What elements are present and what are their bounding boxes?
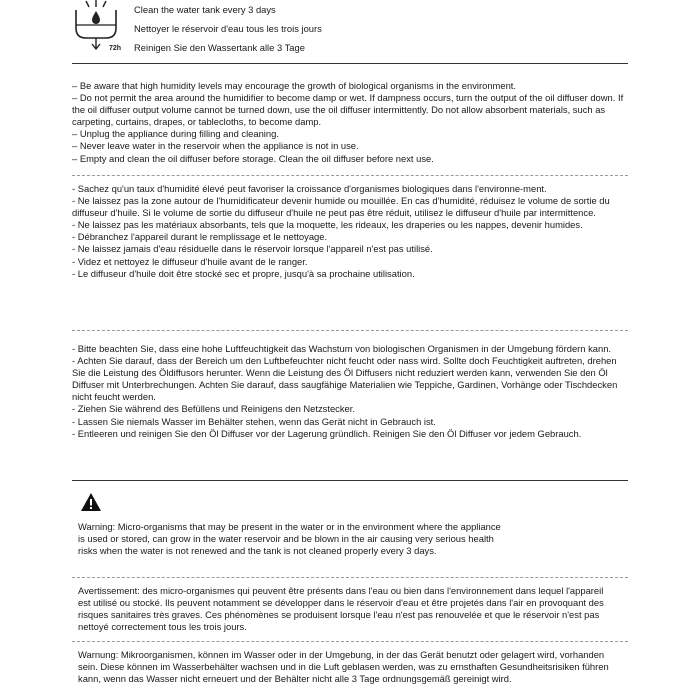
tank-line-de: Reinigen Sie den Wassertank alle 3 Tage bbox=[134, 42, 305, 53]
fr-item: - Ne laissez jamais d'eau résiduelle dans le réservoir lorsque l'appareil n'est pas utilisé. bbox=[72, 243, 433, 255]
fr-item: - Débranchez l'appareil durant le remplissage et le nettoyage. bbox=[72, 231, 328, 243]
manual-page bbox=[72, 0, 628, 685]
tank-badge: 72h bbox=[109, 45, 122, 52]
section-german bbox=[72, 343, 628, 440]
fr-item: - Videz et nettoyez le diffuseur d'huile avant de le ranger. bbox=[72, 255, 308, 267]
warning-english: Warning: Micro-organisms that may be present in the water or in the environment where the appliance is used or stored, can grow in the water reservoir and be blown in the air causing very serious health risks when the water is not renewed and the tank is not cleaned properly every 3 days. bbox=[78, 521, 501, 557]
tank-line-en: Clean the water tank every 3 days bbox=[134, 4, 276, 15]
fr-item: - Le diffuseur d'huile doit être stocké sec et propre, jusqu'à sa prochaine utilisation. bbox=[72, 267, 415, 279]
section-english bbox=[72, 80, 628, 165]
fr-item: - Ne laissez pas les matériaux absorbants, tels que la moquette, les rideaux, les draperies ou les nappes, devenir humides. bbox=[72, 219, 583, 231]
fr-item: - Ne laissez pas la zone autour de l'humidificateur devenir humide ou mouillée. En cas d'humidité, réduisez le volume de sortie du diffuseur d'huile. Si le volume de sortie du diffuseur d'huile ne peut pas être réduit, utilisez le diffuseur d'huile par intermittence. bbox=[72, 195, 610, 219]
tank-notice bbox=[72, 0, 628, 60]
divider bbox=[72, 577, 628, 578]
water-tank-clean-icon bbox=[72, 0, 126, 54]
warning-french: Avertissement: des micro-organismes qui peuvent être présents dans l'eau ou bien dans l'environnement dans lequel l'appareil est utilisé ou stocké. Ils peuvent notamment se développer dans le réservoir d'eau et être projetés dans l'air en provoquant des risques sanitaires très graves. Ces phénomènes se produisent lorsque l'eau n'est pas renouvelée et que le réservoir n'est pas nettoyé correctement tous les trois jours. bbox=[78, 585, 604, 633]
en-item: – Be aware that high humidity levels may encourage the growth of biological organisms in the environment. bbox=[72, 80, 516, 91]
divider bbox=[72, 330, 628, 331]
fr-item: - Sachez qu'un taux d'humidité élevé peut favoriser la croissance d'organismes biologiques dans l'environne-ment. bbox=[72, 183, 547, 194]
top-rule bbox=[72, 63, 628, 64]
warning-german: Warnung: Mikroorganismen, können im Wasser oder in der Umgebung, in der das Gerät benutzt oder gelagert wird, vorhanden sein. Diese können im Wasserbehälter wachsen und in die Luft geblasen werden, was zu ernsthaften Gesundheitsrisiken führen kann, wenn das Wasser nicht erneuert und der Behälter nicht alle 3 Tage ordnungsgemäß gereinigt wird. bbox=[78, 649, 609, 685]
tank-notice-text bbox=[134, 0, 322, 57]
de-item: - Ziehen Sie während des Befüllens und Reinigens den Netzstecker. bbox=[72, 403, 355, 415]
en-item: – Never leave water in the reservoir when the appliance is not in use. bbox=[72, 140, 359, 152]
warning-rule bbox=[72, 480, 628, 481]
section-french bbox=[72, 183, 628, 280]
en-item: – Unplug the appliance during filling and cleaning. bbox=[72, 128, 279, 140]
warning-triangle-icon bbox=[80, 492, 102, 512]
de-item: - Lassen Sie niemals Wasser im Behälter stehen, wenn das Gerät nicht in Gebrauch ist. bbox=[72, 415, 436, 427]
tank-line-fr: Nettoyer le réservoir d'eau tous les trois jours bbox=[134, 23, 322, 34]
divider bbox=[72, 641, 628, 642]
de-item: - Achten Sie darauf, dass der Bereich um den Luftbefeuchter nicht feucht oder nass wird. Sollte doch Feuchtigkeit auftreten, drehen Sie die Leistung des Öldiffusors herunter. Wenn die Leistung des Öl Diffusers nicht reduziert werden kann, verwenden Sie den Öl Diffuser mit Unterbrechungen. Achten Sie darauf, dass saugfähige Materialien wie Teppiche, Gardinen, Vorhänge oder Tischdecken nicht feucht werden. bbox=[72, 355, 618, 403]
en-item: – Empty and clean the oil diffuser before storage. Clean the oil diffuser before next use. bbox=[72, 152, 434, 164]
divider bbox=[72, 175, 628, 176]
de-item: - Entleeren und reinigen Sie den Öl Diffuser vor der Lagerung gründlich. Reinigen Sie den Öl Diffuser vor jedem Gebrauch. bbox=[72, 427, 582, 439]
de-item: - Bitte beachten Sie, dass eine hohe Luftfeuchtigkeit das Wachstum von biologischen Organismen in der Umgebung fördern kann. bbox=[72, 343, 612, 354]
en-item: – Do not permit the area around the humidifier to become damp or wet. If dampness occurs, turn the output of the oil diffuser down. If the oil diffuser output volume cannot be turned down, use the oil diffuser intermittently. Do not allow absorbent materials, such as carpeting, curtains, drapes, or tablecloths, to become damp. bbox=[72, 92, 624, 128]
